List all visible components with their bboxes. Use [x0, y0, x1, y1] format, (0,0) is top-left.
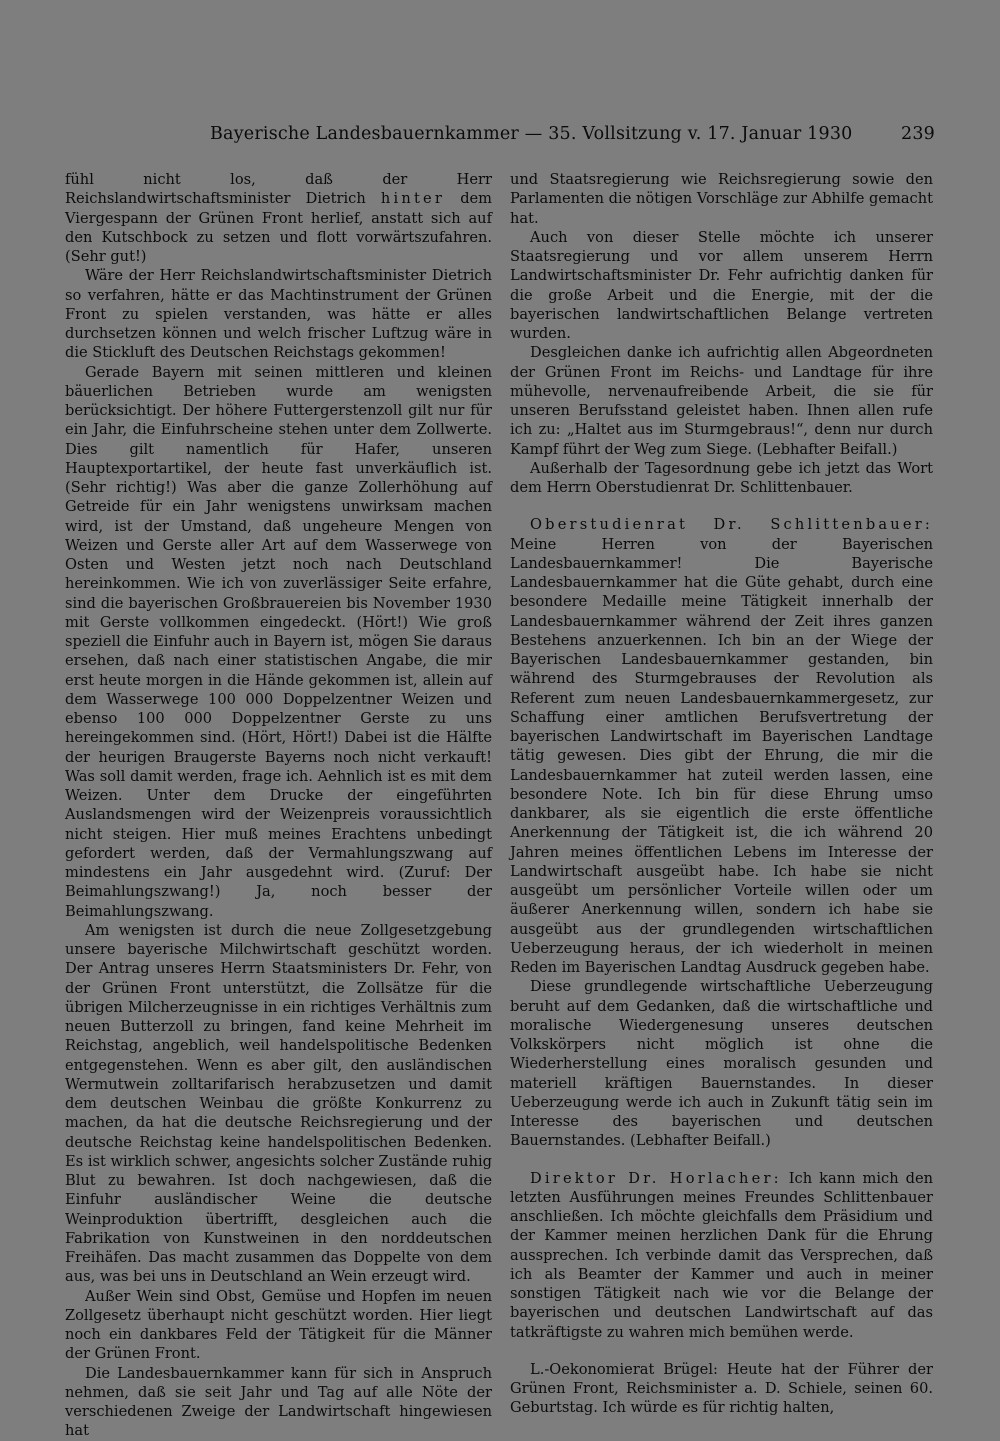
speaker-name: Oberstudienrat Dr. Schlittenbauer: [530, 516, 933, 534]
section-gap [510, 1151, 933, 1169]
section-gap [510, 1342, 933, 1360]
speaker-name: L.-Oekonomierat Brügel: [530, 1360, 718, 1378]
page-number: 239 [900, 124, 935, 144]
right-column [510, 170, 933, 1418]
running-title: Bayerische Landesbauernkammer — 35. Vollsitzung v. 17. Januar 1930 [210, 124, 853, 144]
paragraph: und Staatsregierung wie Reichsregierung sowie den Parlamenten die nötigen Vorschläge zur Abhilfe gemacht hat. [510, 171, 933, 227]
paragraph: Die Landesbauernkammer kann für sich in Anspruch nehmen, daß sie seit Jahr und Tag auf alle Nöte der verschiedenen Zweige der Landwirtschaft hingewiesen hat [65, 1364, 492, 1440]
speech-paragraph [510, 1360, 933, 1418]
paragraph: Außerhalb der Tagesordnung gebe ich jetzt das Wort dem Herrn Oberstudienrat Dr. Schlittenbauer. [510, 459, 933, 496]
section-gap [510, 497, 933, 515]
left-column [65, 170, 492, 1441]
speech-text: Heute hat der Führer der Grünen Front, Reichsminister a. D. Schiele, seinen 60. Geburtstag. Ich würde es für richtig halten, [510, 1360, 933, 1417]
paragraph: Am wenigsten ist durch die neue Zollgesetzgebung unsere bayerische Milchwirtschaft geschützt worden. Der Antrag unseres Herrn Staatsministers Dr. Fehr, von der Grünen Front unterstützt, die Zollsätze für die übrigen Milcherzeugnisse in ein richtiges Verhältnis zum neuen Butterzoll zu bringen, fand keine Mehrheit im Reichstag, angeblich, weil handelspolitische Bedenken entgegenstehen. Wenn es aber gilt, den ausländischen Wermutwein zolltarifarisch herabzusetzen und damit dem deutschen Weinbau die größte Konkurrenz zu machen, da hat die deutsche Reichsregierung und der deutsche Reichstag keine handelspolitischen Bedenken. Es ist wirklich schwer, angesichts solcher Zustände ruhig Blut zu bewahren. Ist doch nachgewiesen, daß die Einfuhr ausländischer Weine die deutsche Weinproduktion übertrifft, desgleichen auch die Fabrikation von Kunstweinen in den norddeutschen Freihäfen. Das macht zusammen das Doppelte von dem aus, was bei uns in Deutschland an Wein erzeugt wird. [65, 921, 492, 1286]
running-header [210, 124, 935, 144]
paragraph: Außer Wein sind Obst, Gemüse und Hopfen im neuen Zollgesetz überhaupt nicht geschützt worden. Hier liegt noch ein dankbares Feld der Tätigkeit für die Männer der Grünen Front. [65, 1287, 492, 1363]
paragraph: Auch von dieser Stelle möchte ich unserer Staatsregierung und vor allem unserem Herrn Landwirtschaftsminister Dr. Fehr aufrichtig danken für die große Arbeit und die Energie, mit der die bayerischen landwirtschaftlichen Belange vertreten wurden. [510, 228, 933, 342]
speech-paragraph [510, 515, 933, 977]
paragraph-text: dem Viergespann der Grünen Front herlief, anstatt sich auf den Kutschbock zu setzen und flott vorwärtszufahren. (Sehr gut!) [65, 190, 493, 265]
paragraph: Gerade Bayern mit seinen mittleren und kleinen bäuerlichen Betrieben wurde am wenigsten berücksichtigt. Der höhere Futtergerstenzoll gilt nur für ein Jahr, die Einfuhrscheine stehen unter dem Zollwerte. Dies gilt namentlich für Hafer, unseren Hauptexportartikel, der heute fast unverkäuflich ist. (Sehr richtig!) Was aber die ganze Zollerhöhung auf Getreide für ein Jahr wenigstens unwirksam machen wird, ist der Umstand, daß ungeheure Mengen von Weizen und Gerste aller Art auf dem Wasserwege von Osten und Westen jetzt noch nach Deutschland hereinkommen. Wie ich von zuverlässiger Seite erfahre, sind die bayerischen Großbrauereien bis November 1930 mit Gerste vollkommen eingedeckt. (Hört!) Wie groß speziell die Einfuhr auch in Bayern ist, mögen Sie daraus ersehen, daß nach einer statistischen Angabe, die mir erst heute morgen in die Hände gekommen ist, allein auf dem Wasserwege 100 000 Doppelzentner Weizen und ebenso 100 000 Doppelzentner Gerste zu uns hereingekommen sind. (Hört, Hört!) Dabei ist die Hälfte der heurigen Braugerste Bayerns noch nicht verkauft! Was soll damit werden, frage ich. Aehnlich ist es mit dem Weizen. Unter dem Drucke der eingeführten Auslandsmengen wird der Weizenpreis voraussichtlich nicht steigen. Hier muß meines Erachtens unbedingt gefordert werden, daß der Vermahlungszwang auf mindestens ein Jahr ausgedehnt wird. (Zuruf: Der Beimahlungszwang!) Ja, noch besser der Beimahlungszwang. [65, 363, 492, 920]
spaced-emphasis: hinter [380, 190, 446, 208]
speech-paragraph [510, 1169, 933, 1342]
paragraph: Desgleichen danke ich aufrichtig allen Abgeordneten der Grünen Front im Reichs- und Landtage für ihre mühevolle, nervenaufreibende Arbeit, die sie für unseren Berufsstand geleistet haben. Ihnen allen rufe ich zu: „Haltet aus im Sturmgebraus!“, denn nur durch Kampf führt der Weg zum Siege. (Lebhafter Beifall.) [510, 344, 933, 458]
paragraph [65, 170, 492, 266]
speech-text: Meine Herren von der Bayerischen Landesbauernkammer! Die Bayerische Landesbauernkammer hat die Güte gehabt, durch eine besondere Medaille meine Tätigkeit innerhalb der Landesbauernkammer während der Zeit ihres ganzen Bestehens anzuerkennen. Ich bin an der Wiege der Bayerischen Landesbauernkammer gestanden, bin während des Sturmgebrauses der Revolution als Referent zum neuen Landesbauernkammergesetz, zur Schaffung einer amtlichen Berufsvertretung der bayerischen Landwirtschaft im Bayerischen Landtage tätig gewesen. Dies gibt der Ehrung, die mir die Landesbauernkammer hat zuteil werden lassen, eine besondere Note. Ich bin für diese Ehrung umso dankbarer, als sie eigentlich die erste öffentliche Anerkennung der Tätigkeit ist, die ich während 20 Jahren meines öffentlichen Lebens im Interesse der Landwirtschaft ausgeübt habe. Ich habe sie nicht ausgeübt um persönlicher Vorteile willen oder um äußerer Anerkennung willen, sondern ich habe sie ausgeübt aus der grundlegenden wirtschaftlichen Ueberzeugung heraus, der ich wiederholt in meinen Reden im Bayerischen Landtag Ausdruck gegeben habe. [510, 535, 933, 976]
speech-text: Ich kann mich den letzten Ausführungen meines Freundes Schlittenbauer anschließen. Ich möchte gleichfalls dem Präsidium und der Kammer meinen herzlichen Dank für die Ehrung aussprechen. Ich verbinde damit das Versprechen, daß ich als Beamter der Kammer und auch in meiner sonstigen Tätigkeit nach wie vor die Belange der bayerischen und deutschen Landwirtschaft auf das tatkräftigste zu wahren mich bemühen werde. [510, 1169, 933, 1341]
speaker-name: Direktor Dr. Horlacher: [530, 1169, 782, 1187]
paragraph: Wäre der Herr Reichslandwirtschaftsminister Dietrich so verfahren, hätte er das Machtinstrument der Grünen Front zu spielen verstanden, was hätte er alles durchsetzen können und welch frischer Luftzug wäre in die Stickluft des Deutschen Reichstags gekommen! [65, 267, 492, 362]
paragraph: Diese grundlegende wirtschaftliche Ueberzeugung beruht auf dem Gedanken, daß die wirtschaftliche und moralische Wiedergenesung unseres deutschen Volkskörpers nicht möglich ist ohne die Wiederherstellung eines moralisch gesunden und materiell kräftigen Bauernstandes. In dieser Ueberzeugung werde ich auch in Zukunft tätig sein im Interesse des bayerischen und deutschen Bauernstandes. (Lebhafter Beifall.) [510, 978, 933, 1150]
paragraph-text: fühl nicht los, daß der Herr Reichslandwirtschaftsminister Dietrich [65, 171, 492, 208]
